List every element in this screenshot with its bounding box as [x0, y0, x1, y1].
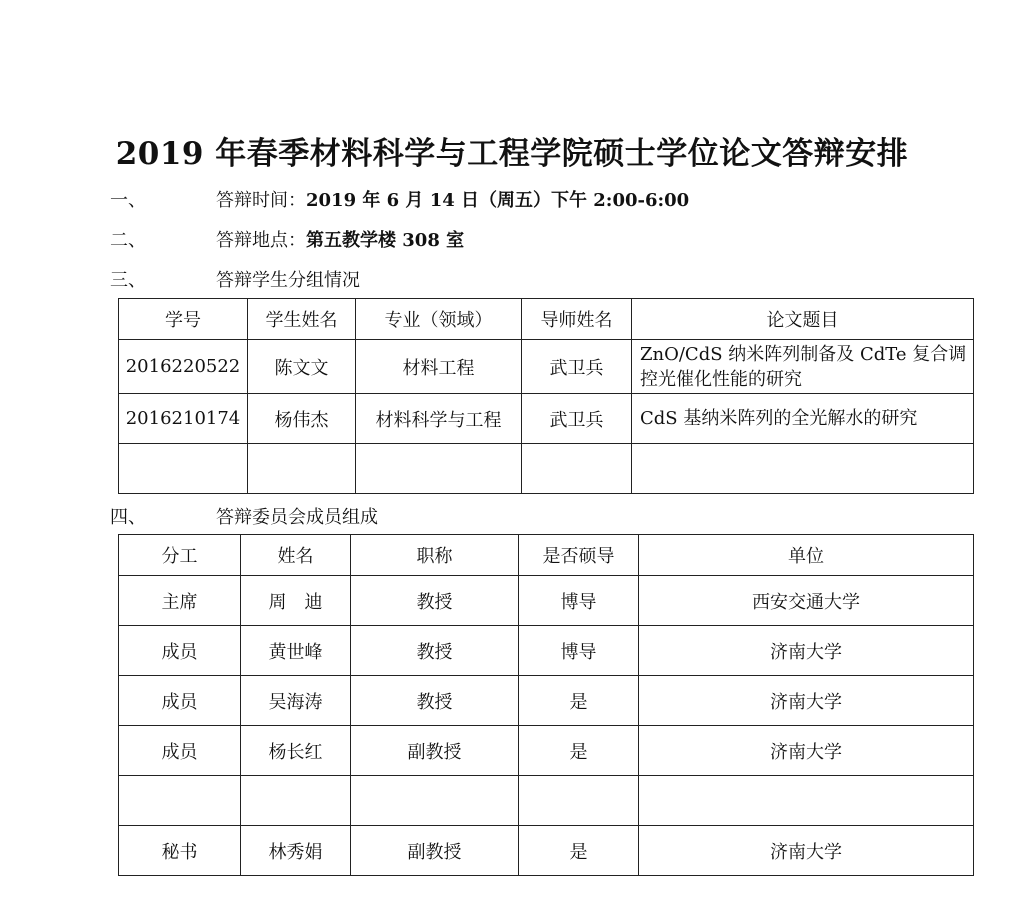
cell-title: 副教授 — [351, 826, 519, 876]
cell-major: 材料科学与工程 — [356, 394, 522, 444]
table-header-row — [119, 535, 974, 576]
cell-title: 教授 — [351, 626, 519, 676]
cell-role: 成员 — [119, 676, 241, 726]
cell-name: 杨长红 — [241, 726, 351, 776]
committee-table — [118, 534, 974, 876]
cell-affiliation: 西安交通大学 — [639, 576, 974, 626]
header-major: 专业（领域） — [356, 299, 522, 340]
section-number: 四、 — [110, 507, 146, 528]
cell-role: 成员 — [119, 726, 241, 776]
header-student-id: 学号 — [119, 299, 248, 340]
section-committee — [110, 503, 378, 529]
table-row-empty — [119, 776, 974, 826]
header-affiliation: 单位 — [639, 535, 974, 576]
section-label: 答辩时间： — [216, 190, 306, 211]
header-master-supervisor: 是否硕导 — [519, 535, 639, 576]
section-label: 答辩学生分组情况 — [216, 270, 360, 291]
page-title: 2019 年春季材料科学与工程学院硕士学位论文答辩安排 — [115, 136, 909, 172]
cell-affiliation: 济南大学 — [639, 626, 974, 676]
cell-empty — [119, 444, 248, 494]
section-number: 二、 — [110, 230, 146, 251]
cell-empty — [248, 444, 356, 494]
header-title: 职称 — [351, 535, 519, 576]
cell-affiliation: 济南大学 — [639, 726, 974, 776]
header-name: 姓名 — [241, 535, 351, 576]
cell-title: 教授 — [351, 676, 519, 726]
cell-empty — [119, 776, 241, 826]
header-advisor: 导师姓名 — [522, 299, 632, 340]
table-row — [119, 826, 974, 876]
table-row-empty — [119, 444, 974, 494]
cell-advisor: 武卫兵 — [522, 394, 632, 444]
cell-name: 林秀娟 — [241, 826, 351, 876]
cell-title: 副教授 — [351, 726, 519, 776]
cell-empty — [519, 776, 639, 826]
header-role: 分工 — [119, 535, 241, 576]
cell-title: 教授 — [351, 576, 519, 626]
cell-name: 周 迪 — [241, 576, 351, 626]
student-table — [118, 298, 974, 494]
section-value: 2019 年 6 月 14 日（周五）下午 2:00-6:00 — [306, 190, 690, 211]
cell-empty — [522, 444, 632, 494]
header-thesis-title: 论文题目 — [632, 299, 974, 340]
table-row — [119, 676, 974, 726]
cell-master-supervisor: 博导 — [519, 626, 639, 676]
header-student-name: 学生姓名 — [248, 299, 356, 340]
cell-affiliation: 济南大学 — [639, 676, 974, 726]
cell-master-supervisor: 是 — [519, 676, 639, 726]
cell-name: 吴海涛 — [241, 676, 351, 726]
cell-master-supervisor: 博导 — [519, 576, 639, 626]
section-number: 三、 — [110, 270, 146, 291]
section-location — [110, 226, 464, 252]
cell-empty — [639, 776, 974, 826]
cell-student-name: 杨伟杰 — [248, 394, 356, 444]
table-row — [119, 626, 974, 676]
section-label: 答辩地点： — [216, 230, 306, 251]
cell-empty — [351, 776, 519, 826]
cell-advisor: 武卫兵 — [522, 340, 632, 394]
cell-student-id: 2016210174 — [119, 394, 248, 444]
cell-student-name: 陈文文 — [248, 340, 356, 394]
table-row — [119, 394, 974, 444]
table-row — [119, 340, 974, 394]
section-student-groups — [110, 266, 360, 292]
cell-role: 秘书 — [119, 826, 241, 876]
cell-empty — [356, 444, 522, 494]
cell-master-supervisor: 是 — [519, 826, 639, 876]
cell-student-id: 2016220522 — [119, 340, 248, 394]
cell-major: 材料工程 — [356, 340, 522, 394]
cell-role: 成员 — [119, 626, 241, 676]
section-label: 答辩委员会成员组成 — [216, 507, 378, 528]
section-number: 一、 — [110, 190, 146, 211]
cell-master-supervisor: 是 — [519, 726, 639, 776]
cell-role: 主席 — [119, 576, 241, 626]
cell-thesis-title: ZnO/CdS 纳米阵列制备及 CdTe 复合调控光催化性能的研究 — [632, 340, 974, 394]
table-row — [119, 726, 974, 776]
cell-empty — [241, 776, 351, 826]
table-header-row — [119, 299, 974, 340]
cell-affiliation: 济南大学 — [639, 826, 974, 876]
cell-empty — [632, 444, 974, 494]
cell-thesis-title: CdS 基纳米阵列的全光解水的研究 — [632, 394, 974, 444]
section-time — [110, 186, 689, 212]
table-row — [119, 576, 974, 626]
cell-name: 黄世峰 — [241, 626, 351, 676]
section-value: 第五教学楼 308 室 — [306, 230, 465, 251]
